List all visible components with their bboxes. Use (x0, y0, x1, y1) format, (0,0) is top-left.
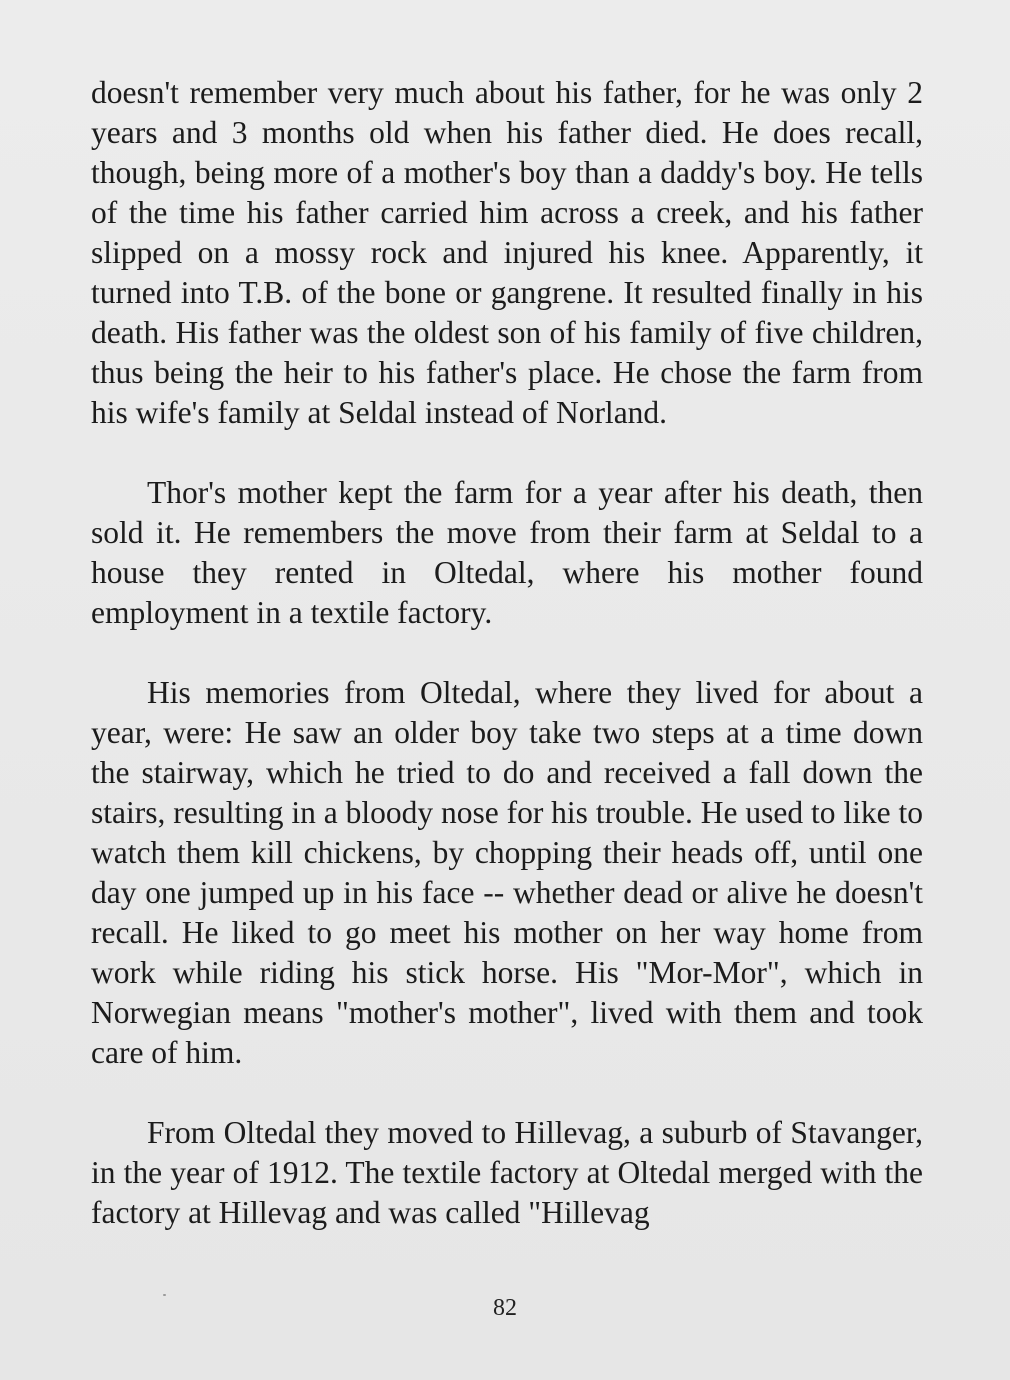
body-text (91, 73, 923, 1233)
paragraph-thors-mother: Thor's mother kept the farm for a year after his death, then sold it. He remembers the move from their farm at Seldal to a house they rented in Oltedal, where his mother found employment in a textile factory. (91, 475, 923, 630)
paragraph-move-to-hillevag: From Oltedal they moved to Hillevag, a suburb of Stavanger, in the year of 1912. The textile factory at Oltedal merged with the factory at Hillevag and was called "Hillevag (91, 1115, 923, 1230)
paragraph-oltedal-memories: His memories from Oltedal, where they lived for about a year, were: He saw an older boy take two steps at a time down the stairway, which he tried to do and received a fall down the stairs, resulting in a bloody nose for his trouble. He used to like to watch them kill chickens, by chopping their heads off, until one day one jumped up in his face -- whether dead or alive he doesn't recall. He liked to go meet his mother on her way home from work while riding his stick horse. His "Mor-Mor", which in Norwegian means "mother's mother", lived with them and took care of him. (91, 675, 923, 1070)
page-number: 82 (493, 1295, 517, 1321)
paragraph-continued: doesn't remember very much about his father, for he was only 2 years and 3 months old when his father died. He does recall, though, being more of a mother's boy than a daddy's boy. He tells of the time his father carried him across a creek, and his father slipped on a mossy rock and injured his knee. Apparently, it turned into T.B. of the bone or gangrene. It resulted finally in his death. His father was the oldest son of his family of five children, thus being the heir to his father's place. He chose the farm from his wife's family at Seldal instead of Norland. (91, 75, 923, 430)
